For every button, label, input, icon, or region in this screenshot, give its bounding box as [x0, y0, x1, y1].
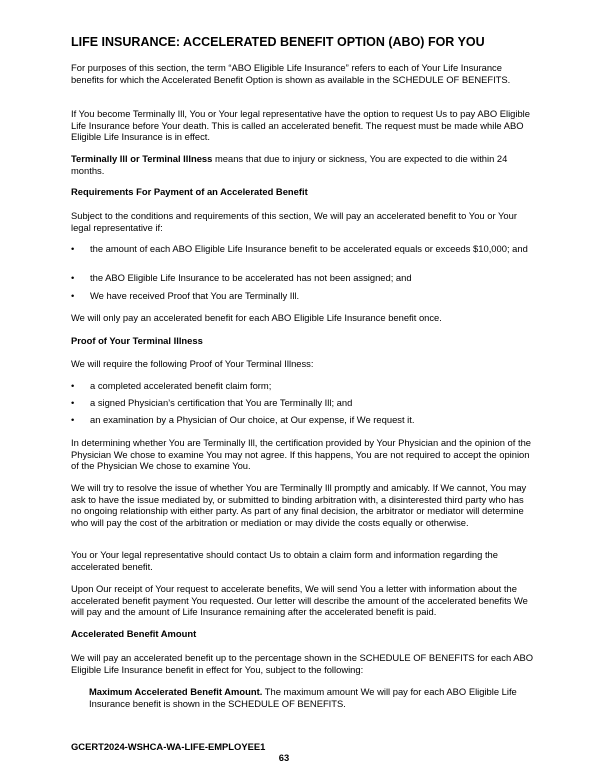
bullet-icon: •	[71, 414, 75, 425]
proof-paragraph-4: You or Your legal representative should contact Us to obtain a claim form and information regarding the accelerated benefit.	[71, 549, 498, 572]
max-benefit-paragraph	[89, 686, 539, 709]
requirements-bullet	[71, 290, 541, 302]
proof-paragraph-3: We will try to resolve the issue of whether You are Terminally Ill promptly and amicably. If We cannot, You may ask to have the issue mediated by, or submitted to binding arbitration with, a disinterested third party who has no ongoing relationship with either party. As part of any final decision, the arbitrator or mediator will determine who will pay the cost of the arbitration or mediation or may divide the costs equally or otherwise.	[71, 482, 527, 528]
bullet-text: a signed Physician’s certification that You are Terminally Ill; and	[90, 397, 353, 408]
page-number: 63	[278, 752, 290, 763]
bullet-text: We have received Proof that You are Terminally Ill.	[90, 290, 300, 301]
term-definition: means that due to injury or sickness, You are expected to die within 24 months.	[71, 153, 508, 176]
requirements-heading: Requirements For Payment of an Accelerated Benefit	[71, 186, 308, 197]
form-code: GCERT2024-WSHCA-WA-LIFE-EMPLOYEE1	[71, 741, 266, 752]
page-title: LIFE INSURANCE: ACCELERATED BENEFIT OPTION (ABO) FOR YOU	[71, 35, 485, 49]
requirements-paragraph-2: We will only pay an accelerated benefit for each ABO Eligible Life Insurance benefit once.	[71, 312, 442, 323]
terminal-illness-definition	[71, 153, 536, 176]
bullet-icon: •	[71, 290, 75, 301]
bullet-text: the ABO Eligible Life Insurance to be accelerated has not been assigned; and	[90, 272, 412, 283]
requirements-bullet	[71, 243, 541, 255]
bullet-icon: •	[71, 397, 75, 408]
proof-paragraph-2: In determining whether You are Terminally Ill, the certification provided by Your Physician and the opinion of the Physician We chose to examine You may not agree. If this happens, You are not required to accept the opinion of the Physician We chose to examine You.	[71, 437, 532, 472]
amount-paragraph-1: We will pay an accelerated benefit up to the percentage shown in the SCHEDULE OF BENEFITS for each ABO Eligible Life Insurance benefit in effect for You, subject to the following:	[71, 652, 534, 675]
bullet-text: a completed accelerated benefit claim form;	[90, 380, 272, 391]
max-benefit-label: Maximum Accelerated Benefit Amount.	[89, 686, 263, 697]
requirements-bullet	[71, 272, 541, 284]
amount-heading: Accelerated Benefit Amount	[71, 628, 197, 639]
proof-bullet	[71, 380, 541, 392]
max-benefit-text: The maximum amount We will pay for each ABO Eligible Life Insurance benefit is shown in the SCHEDULE OF BENEFITS.	[89, 686, 517, 709]
proof-bullet	[71, 414, 541, 426]
intro-paragraph-1: For purposes of this section, the term “ABO Eligible Life Insurance” refers to each of Your Life Insurance benefits for which the Accelerated Benefit Option is shown as available in the SCHEDULE OF BENEFITS.	[71, 62, 511, 85]
bullet-icon: •	[71, 380, 75, 391]
proof-bullet	[71, 397, 541, 409]
proof-heading: Proof of Your Terminal Illness	[71, 335, 203, 346]
proof-paragraph-1: We will require the following Proof of Your Terminal Illness:	[71, 358, 314, 369]
proof-paragraph-5: Upon Our receipt of Your request to accelerate benefits, We will send You a letter with information about the accelerated benefit payment You requested. Our letter will describe the amount of the accelerated benefits We will pay and the amount of Life Insurance remaining after the accelerated benefit is paid.	[71, 583, 528, 618]
term-label: Terminally Ill or Terminal Illness	[71, 153, 213, 164]
bullet-text: the amount of each ABO Eligible Life Insurance benefit to be accelerated equals or exceeds $10,000; and	[90, 243, 528, 254]
intro-paragraph-2: If You become Terminally Ill, You or Your legal representative have the option to request Us to pay ABO Eligible Life Insurance before Your death. This is called an accelerated benefit. The request must be made while ABO Eligible Life Insurance is in effect.	[71, 108, 530, 143]
bullet-text: an examination by a Physician of Our choice, at Our expense, if We request it.	[90, 414, 415, 425]
requirements-paragraph-1: Subject to the conditions and requirements of this section, We will pay an accelerated benefit to You or Your legal representative if:	[71, 210, 517, 233]
bullet-icon: •	[71, 272, 75, 283]
bullet-icon: •	[71, 243, 75, 254]
